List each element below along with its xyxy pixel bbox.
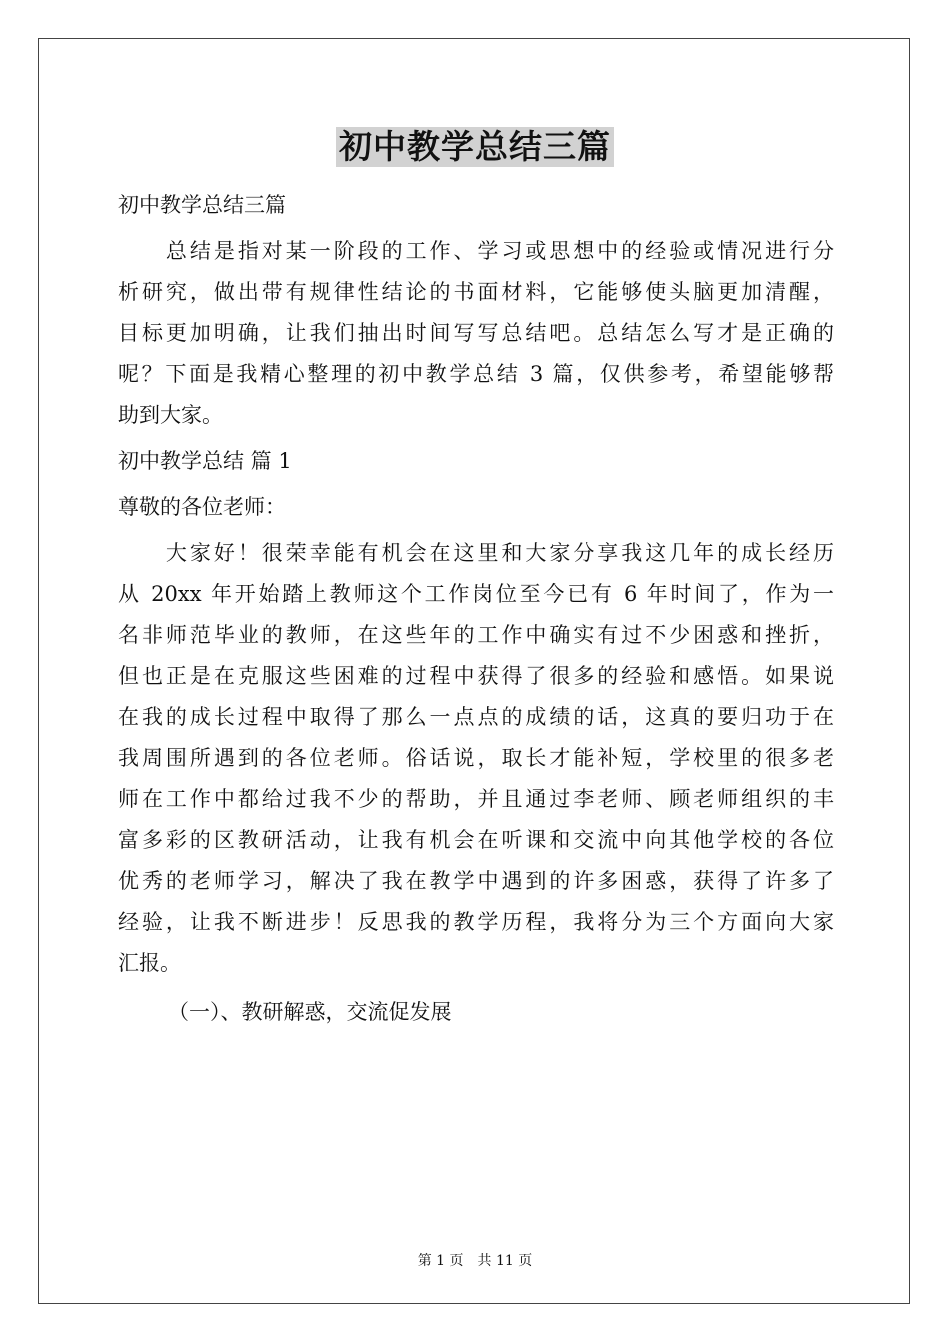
body-line: 但也正是在克服这些困难的过程中获得了很多的经验和感悟。如果说 [118,664,834,688]
body-line: 在我的成长过程中取得了那么一点点的成绩的话，这真的要归功于在 [118,705,834,729]
document-body [118,180,834,1033]
body-line: 汇报。 [118,951,181,975]
body-line: 经验，让我不断进步！反思我的教学历程，我将分为三个方面向大家 [118,910,834,934]
intro-line: 呢？下面是我精心整理的初中教学总结 3 篇，仅供参考，希望能够帮 [118,362,834,386]
subsection-heading: （一）、教研解惑，交流促发展 [168,1000,452,1024]
body-line: 优秀的老师学习，解决了我在教学中遇到的许多困惑，获得了许多了 [118,869,834,893]
document-title: 初中教学总结三篇 [336,127,614,167]
intro-line: 总结是指对某一阶段的工作、学习或思想中的经验或情况进行分 [118,239,834,263]
body-line: 我周围所遇到的各位老师。俗话说，取长才能补短，学校里的很多老 [118,746,834,770]
intro-line: 析研究，做出带有规律性结论的书面材料，它能够使头脑更加清醒， [118,280,834,304]
body-line: 名非师范毕业的教师，在这些年的工作中确实有过不少困惑和挫折， [118,623,834,647]
subtitle-line: 初中教学总结三篇 [118,193,286,217]
intro-paragraph [118,231,834,436]
salutation: 尊敬的各位老师： [118,495,286,519]
page-footer [0,1250,950,1270]
intro-line: 助到大家。 [118,403,223,427]
title-container [0,127,950,167]
intro-line: 目标更加明确，让我们抽出时间写写总结吧。总结怎么写才是正确的 [118,321,834,345]
body-paragraph [118,533,834,984]
body-line: 师在工作中都给过我不少的帮助，并且通过李老师、顾老师组织的丰 [118,787,834,811]
body-line: 大家好！很荣幸能有机会在这里和大家分享我这几年的成长经历 [118,541,834,565]
body-line: 富多彩的区教研活动，让我有机会在听课和交流中向其他学校的各位 [118,828,834,852]
page-number: 第 1 页 共 11 页 [417,1253,533,1269]
body-line: 从 20xx 年开始踏上教师这个工作岗位至今已有 6 年时间了，作为一 [118,582,834,606]
section-heading: 初中教学总结 篇 1 [118,449,292,473]
